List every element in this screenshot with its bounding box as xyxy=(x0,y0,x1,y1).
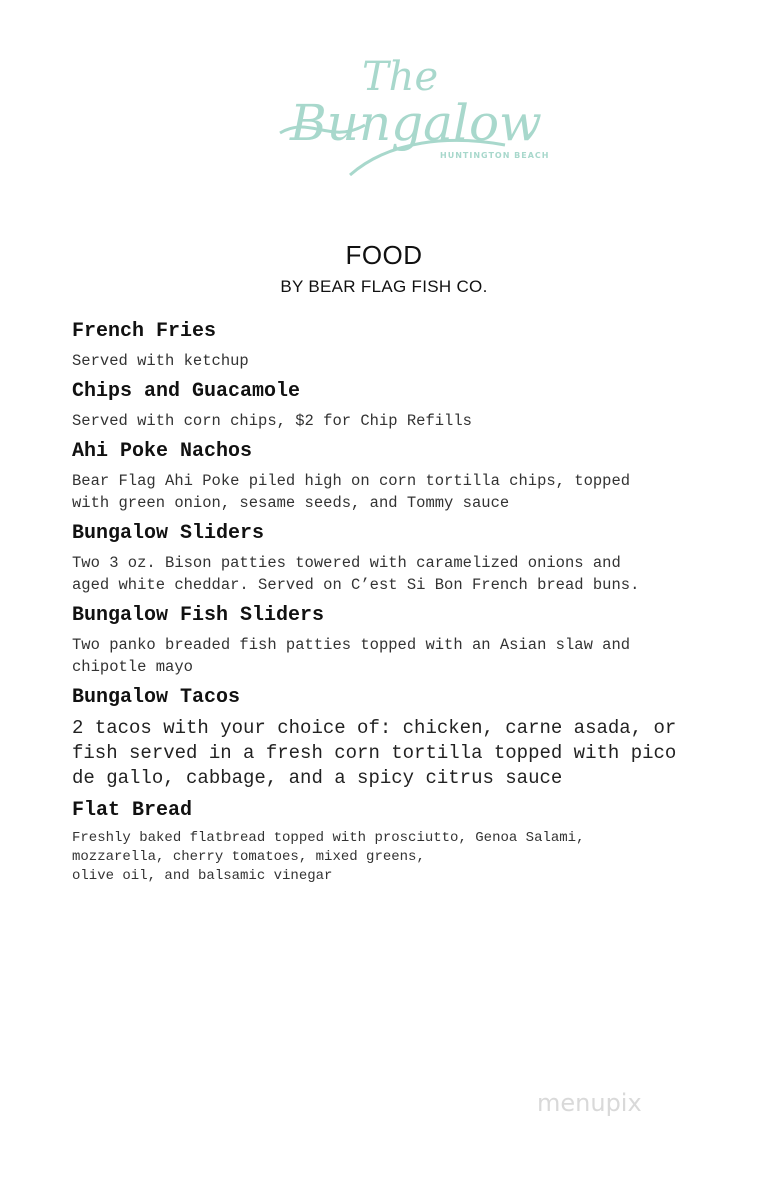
item-description: Served with ketchup xyxy=(72,352,249,370)
menu-item xyxy=(72,684,742,791)
bungalow-logo-graphic xyxy=(270,45,550,190)
item-description: Two panko breaded fish patties topped with an Asian slaw and chipotle mayo xyxy=(72,636,631,676)
item-name: Chips and Guacamole xyxy=(72,380,301,403)
item-name: Flat Bread xyxy=(72,799,193,822)
menu-item xyxy=(72,602,742,678)
menu-title: FOOD xyxy=(345,240,423,270)
item-description: Freshly baked flatbread topped with prosciutto, Genoa Salami, mozzarella, cherry tomatoes, mixed greens, olive oil, and balsamic vinegar xyxy=(72,830,585,884)
logo-tagline: HUNTINGTON BEACH xyxy=(440,151,550,160)
item-name: Ahi Poke Nachos xyxy=(72,440,253,463)
item-description: 2 tacos with your choice of: chicken, carne asada, or fish served in a fresh corn tortilla topped with pico de gallo, cabbage, and a spicy citrus sauce xyxy=(72,717,677,789)
item-name: Bungalow Sliders xyxy=(72,522,265,545)
watermark-graphic xyxy=(533,1078,683,1123)
menu-item xyxy=(72,797,742,886)
item-name: Bungalow Tacos xyxy=(72,686,241,709)
bungalow-logo xyxy=(270,45,550,190)
logo-line2: Bungalow xyxy=(290,94,542,152)
item-name: Bungalow Fish Sliders xyxy=(72,604,325,627)
menu-subtitle: BY BEAR FLAG FISH CO. xyxy=(280,277,488,296)
menu-item xyxy=(72,438,742,514)
item-description: Served with corn chips, $2 for Chip Refills xyxy=(72,412,472,430)
menu-list xyxy=(72,318,742,892)
logo-line1: The xyxy=(362,54,439,100)
menupix-watermark xyxy=(533,1078,683,1123)
item-name: French Fries xyxy=(72,320,217,343)
menu-item xyxy=(72,520,742,596)
item-description: Two 3 oz. Bison patties towered with caramelized onions and aged white cheddar. Served on C’est Si Bon French bread buns. xyxy=(72,554,640,594)
menu-item xyxy=(72,378,742,432)
watermark-text: menupix xyxy=(537,1089,642,1117)
item-description: Bear Flag Ahi Poke piled high on corn tortilla chips, topped with green onion, sesame seeds, and Tommy sauce xyxy=(72,472,631,512)
menu-item xyxy=(72,318,742,372)
